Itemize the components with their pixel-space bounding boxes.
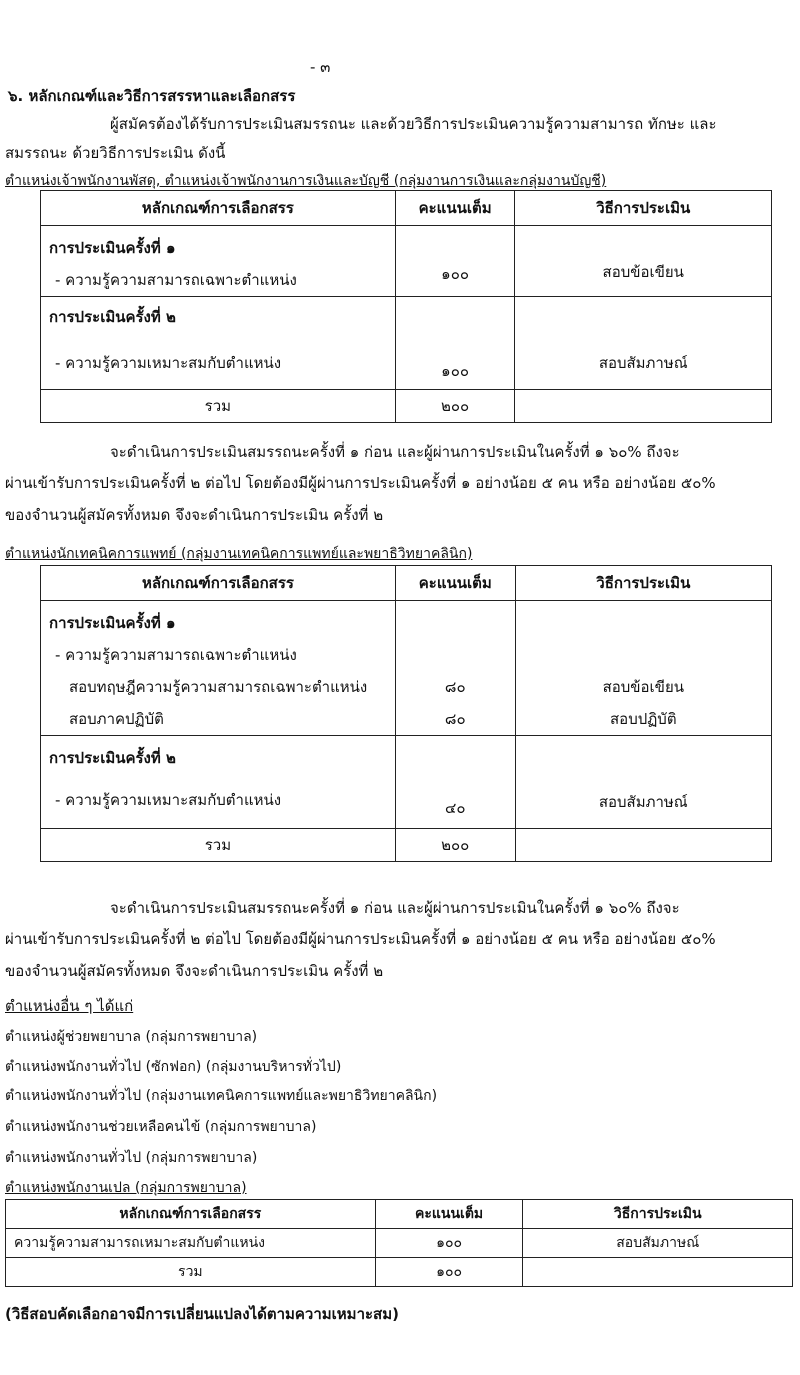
group2-round1-sub1: สอบทฤษฎีความรู้ความสามารถเฉพาะตำแหน่ง [69,678,368,696]
group2-heading: ตำแหน่งนักเทคนิคการแพทย์ (กลุ่มงานเทคนิคการแพทย์และพยาธิวิทยาคลินิก) [5,546,473,562]
page-number: - ๓ [310,58,331,76]
position-item: ตำแหน่งพนักงานเปล (กลุ่มการพยาบาล) [5,1180,247,1196]
note2-line-2: ผ่านเข้ารับการประเมินครั้งที่ ๒ ต่อไป โดยต้องมีผู้ผ่านการประเมินครั้งที่ ๑ อย่างน้อย ๕ คน หรือ อย่างน้อย ๕๐% [5,930,716,948]
group2-round1-sub2-method: สอบปฏิบัติ [610,710,677,728]
group2-header-score: คะแนนเต็ม [395,566,515,601]
group3-item: ความรู้ความสามารถเหมาะสมกับตำแหน่ง [14,1235,266,1251]
group1-round2-label: การประเมินครั้งที่ ๒ [49,308,176,326]
group1-round2-method: สอบสัมภาษณ์ [598,354,688,372]
group3-table [5,1199,793,1287]
position-item: ตำแหน่งพนักงานทั่วไป (ซักฟอก) (กลุ่มงานบริหารทั่วไป) [5,1059,342,1075]
group1-header-score: คะแนนเต็ม [395,191,515,226]
group1-round2-item: - ความรู้ความเหมาะสมกับตำแหน่ง [55,354,282,372]
group1-round2-score: ๑๐๐ [441,362,470,380]
footer-note: (วิธีสอบคัดเลือกอาจมีการเปลี่ยนแปลงได้ตามความเหมาะสม) [5,1305,399,1323]
group2-round1-sub1-method: สอบข้อเขียน [602,678,684,696]
group2-total-label: รวม [204,836,232,854]
position-item: ตำแหน่งพนักงานทั่วไป (กลุ่มงานเทคนิคการแพทย์และพยาธิวิทยาคลินิก) [5,1088,438,1104]
position-item: ตำแหน่งผู้ช่วยพยาบาล (กลุ่มการพยาบาล) [5,1029,258,1045]
group3-header-score: คะแนนเต็ม [375,1200,523,1229]
group3-heading: ตำแหน่งอื่น ๆ ได้แก่ [5,997,134,1015]
note2-line-1: จะดำเนินการประเมินสมรรถนะครั้งที่ ๑ ก่อน และผู้ผ่านการประเมินในครั้งที่ ๑ ๖๐% ถึงจะ [110,899,680,917]
group3-header-method: วิธีการประเมิน [523,1200,793,1229]
group3-header-criteria: หลักเกณฑ์การเลือกสรร [6,1200,376,1229]
intro-line-1: ผู้สมัครต้องได้รับการประเมินสมรรถนะ และด้วยวิธีการประเมินความรู้ความสามารถ ทักษะ และ [110,115,717,133]
group3-item-score: ๑๐๐ [436,1235,463,1251]
position-item: ตำแหน่งพนักงานช่วยเหลือคนไข้ (กลุ่มการพยาบาล) [5,1119,317,1135]
group1-table [40,190,772,423]
note1-line-3: ของจำนวนผู้สมัครทั้งหมด จึงจะดำเนินการประเมิน ครั้งที่ ๒ [5,506,384,524]
group1-header-method: วิธีการประเมิน [515,191,772,226]
group1-round1-score: ๑๐๐ [441,265,470,283]
group3-total-score: ๑๐๐ [436,1264,463,1280]
group1-total-score: ๒๐๐ [440,397,470,415]
group2-total-score: ๒๐๐ [441,836,470,854]
section-heading: ๖. หลักเกณฑ์และวิธีการสรรหาและเลือกสรร [8,87,296,105]
group1-total-label: รวม [204,397,232,415]
group1-header-criteria: หลักเกณฑ์การเลือกสรร [41,191,396,226]
intro-line-2: สมรรถนะ ด้วยวิธีการประเมิน ดังนี้ [5,144,226,162]
group2-header-method: วิธีการประเมิน [515,566,771,601]
group2-round2-method: สอบสัมภาษณ์ [598,793,688,811]
group1-round1-item: - ความรู้ความสามารถเฉพาะตำแหน่ง [55,271,297,289]
group2-round1-sub2: สอบภาคปฏิบัติ [69,710,164,728]
group1-round1-method: สอบข้อเขียน [602,263,684,281]
note1-line-2: ผ่านเข้ารับการประเมินครั้งที่ ๒ ต่อไป โดยต้องมีผู้ผ่านการประเมินครั้งที่ ๑ อย่างน้อย ๕ คน หรือ อย่างน้อย ๕๐% [5,474,716,492]
group2-table [40,565,772,862]
note1-line-1: จะดำเนินการประเมินสมรรถนะครั้งที่ ๑ ก่อน และผู้ผ่านการประเมินในครั้งที่ ๑ ๖๐% ถึงจะ [110,443,680,461]
group2-round2-label: การประเมินครั้งที่ ๒ [49,749,176,767]
group1-heading: ตำแหน่งเจ้าพนักงานพัสดุ, ตำแหน่งเจ้าพนักงานการเงินและบัญชี (กลุ่มงานการเงินและกลุ่มงานบัญชี) [5,173,607,189]
group2-round1-item: - ความรู้ความสามารถเฉพาะตำแหน่ง [55,646,297,664]
position-item: ตำแหน่งพนักงานทั่วไป (กลุ่มการพยาบาล) [5,1150,258,1166]
group1-round1-label: การประเมินครั้งที่ ๑ [49,239,176,257]
group2-header-criteria: หลักเกณฑ์การเลือกสรร [41,566,396,601]
group3-total-label: รวม [178,1264,203,1280]
group2-round2-item: - ความรู้ความเหมาะสมกับตำแหน่ง [55,791,282,809]
group2-round1-label: การประเมินครั้งที่ ๑ [49,614,176,632]
group2-round2-score: ๔๐ [444,799,466,817]
group3-item-method: สอบสัมภาษณ์ [616,1235,700,1251]
group2-round1-sub1-score: ๘๐ [444,678,466,696]
group2-round1-sub2-score: ๘๐ [444,710,466,728]
note2-line-3: ของจำนวนผู้สมัครทั้งหมด จึงจะดำเนินการประเมิน ครั้งที่ ๒ [5,962,384,980]
